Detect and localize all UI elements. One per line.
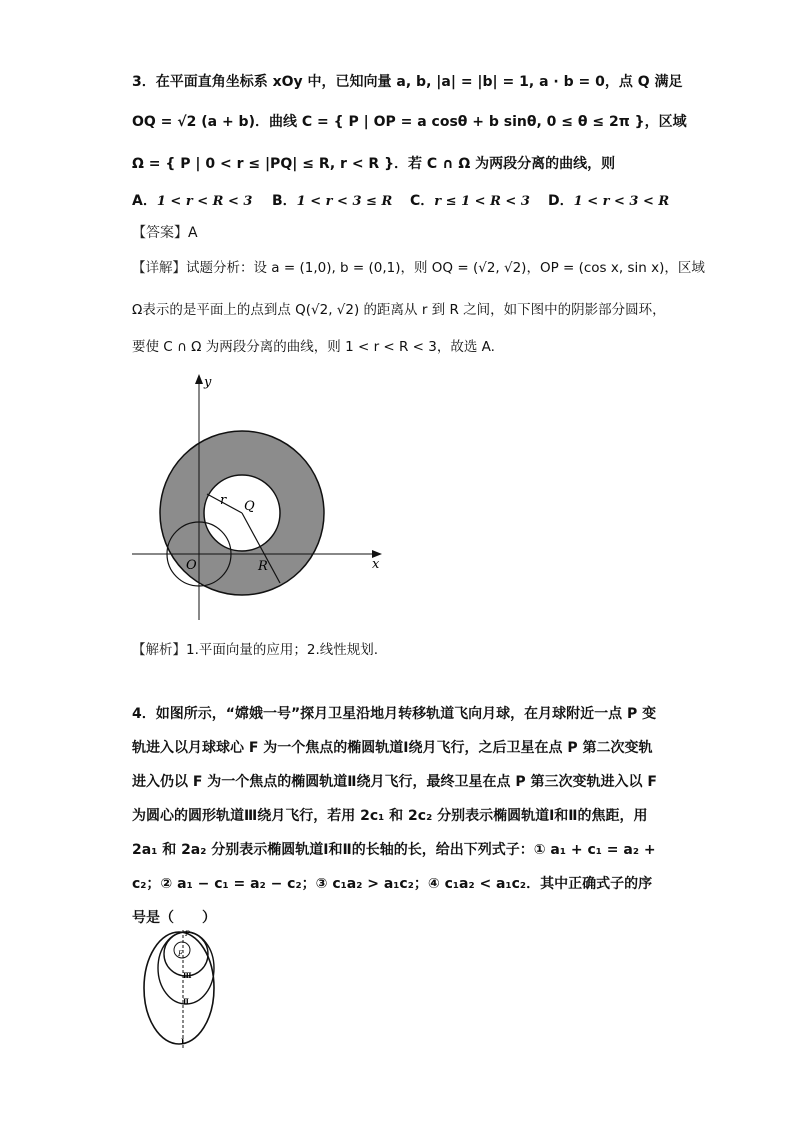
- q3-stem-line-1: 3．在平面直角坐标系 xOy 中，已知向量 a, b, |a| = |b| = 1, a · b = 0，点 Q 满足: [132, 74, 683, 90]
- option-label: D．: [548, 193, 574, 209]
- center-q-label: Q: [244, 499, 255, 514]
- option-text: r ≤ 1 < R < 3: [434, 194, 530, 209]
- inner-radius-label: r: [220, 493, 227, 508]
- y-axis-label: y: [204, 375, 212, 390]
- orbit-iii: [164, 932, 208, 976]
- q3-stem-line-3: Ω = { P | 0 < r ≤ |PQ| ≤ R, r < R }．若 C ∩ Ω 为两段分离的曲线，则: [132, 156, 616, 172]
- q3-figure: [120, 370, 400, 630]
- origin-label: O: [186, 558, 197, 573]
- option-label: C．: [410, 193, 435, 209]
- q3-stem-line-2: OQ = √2 (a + b)．曲线 C = { P | OP = a cosθ + b sinθ, 0 ≤ θ ≤ 2π }，区域: [132, 114, 687, 130]
- answer-tag: 【答案】: [132, 225, 188, 241]
- q3-answer: [132, 223, 198, 243]
- outer-radius-label: R: [258, 559, 268, 574]
- option-text: 1 < r < 3 ≤ R: [296, 194, 393, 209]
- analysis-text: 1.平面向量的应用；2.线性规划.: [186, 642, 379, 658]
- option-text: 1 < r < R < 3: [156, 194, 253, 209]
- q3-analysis: [132, 640, 378, 660]
- x-axis-label: x: [372, 557, 380, 572]
- q3-detail-line-2: Ω表示的是平面上的点到点 Q(√2, √2) 的距离从 r 到 R 之间，如下图中的阴影部分圆环，: [132, 302, 666, 318]
- option-text: 1 < r < 3 < R: [573, 194, 670, 209]
- answer-value: A: [188, 225, 198, 241]
- q4-figure: [134, 926, 244, 1056]
- option-label: B．: [272, 193, 297, 209]
- q3-option-a[interactable]: [132, 191, 252, 212]
- orbit-i-label: Ⅰ: [181, 1037, 185, 1046]
- detail-text: 试题分析：设 a = (1,0), b = (0,1)，则 OQ = (√2, √2)，OP = (cos x, sin x)，区域: [186, 260, 705, 276]
- detail-tag: 【详解】: [132, 260, 186, 276]
- point-p-label: P: [185, 930, 190, 938]
- q3-option-b[interactable]: [272, 191, 392, 212]
- orbit-ii-label: Ⅱ: [183, 997, 189, 1006]
- focus-f-label: F: [178, 950, 183, 958]
- analysis-tag: 【解析】: [132, 642, 186, 658]
- q3-option-c[interactable]: [410, 191, 530, 212]
- q4-stem: 4．如图所示，“嫦娥一号”探月卫星沿地月转移轨道飞向月球，在月球附近一点 P 变轨进入以月球球心 F 为一个焦点的椭圆轨道Ⅰ绕月飞行，之后卫星在点 P 第二次变轨进入仍以 F 为一个焦点的椭圆轨道Ⅱ绕月飞行，最终卫星在点 P 第三次变轨进入以 F 为圆心的圆形轨道Ⅲ绕月飞行，若用 2c₁ 和 2c₂ 分别表示椭圆轨道Ⅰ和Ⅱ的焦距，用 2a₁ 和 2a₂ 分别表示椭圆轨道Ⅰ和Ⅱ的长轴的长，给出下列式子：① a₁ + c₁ = a₂ + c₂；② a₁ − c₁ = a₂ − c₂；③ c₁a₂ > a₁c₂；④ c₁a₂ < a₁c₂．其中正确式子的序号是（ ）: [132, 706, 657, 926]
- orbit-iii-label: Ⅲ: [183, 971, 192, 980]
- y-axis-arrow: [195, 374, 203, 384]
- q3-option-d[interactable]: [548, 191, 669, 212]
- q3-detail-line-1: [132, 258, 705, 278]
- q3-detail-line-3: 要使 C ∩ Ω 为两段分离的曲线，则 1 < r < R < 3，故选 A.: [132, 339, 495, 355]
- option-label: A．: [132, 193, 157, 209]
- orbit-i: [144, 932, 214, 1044]
